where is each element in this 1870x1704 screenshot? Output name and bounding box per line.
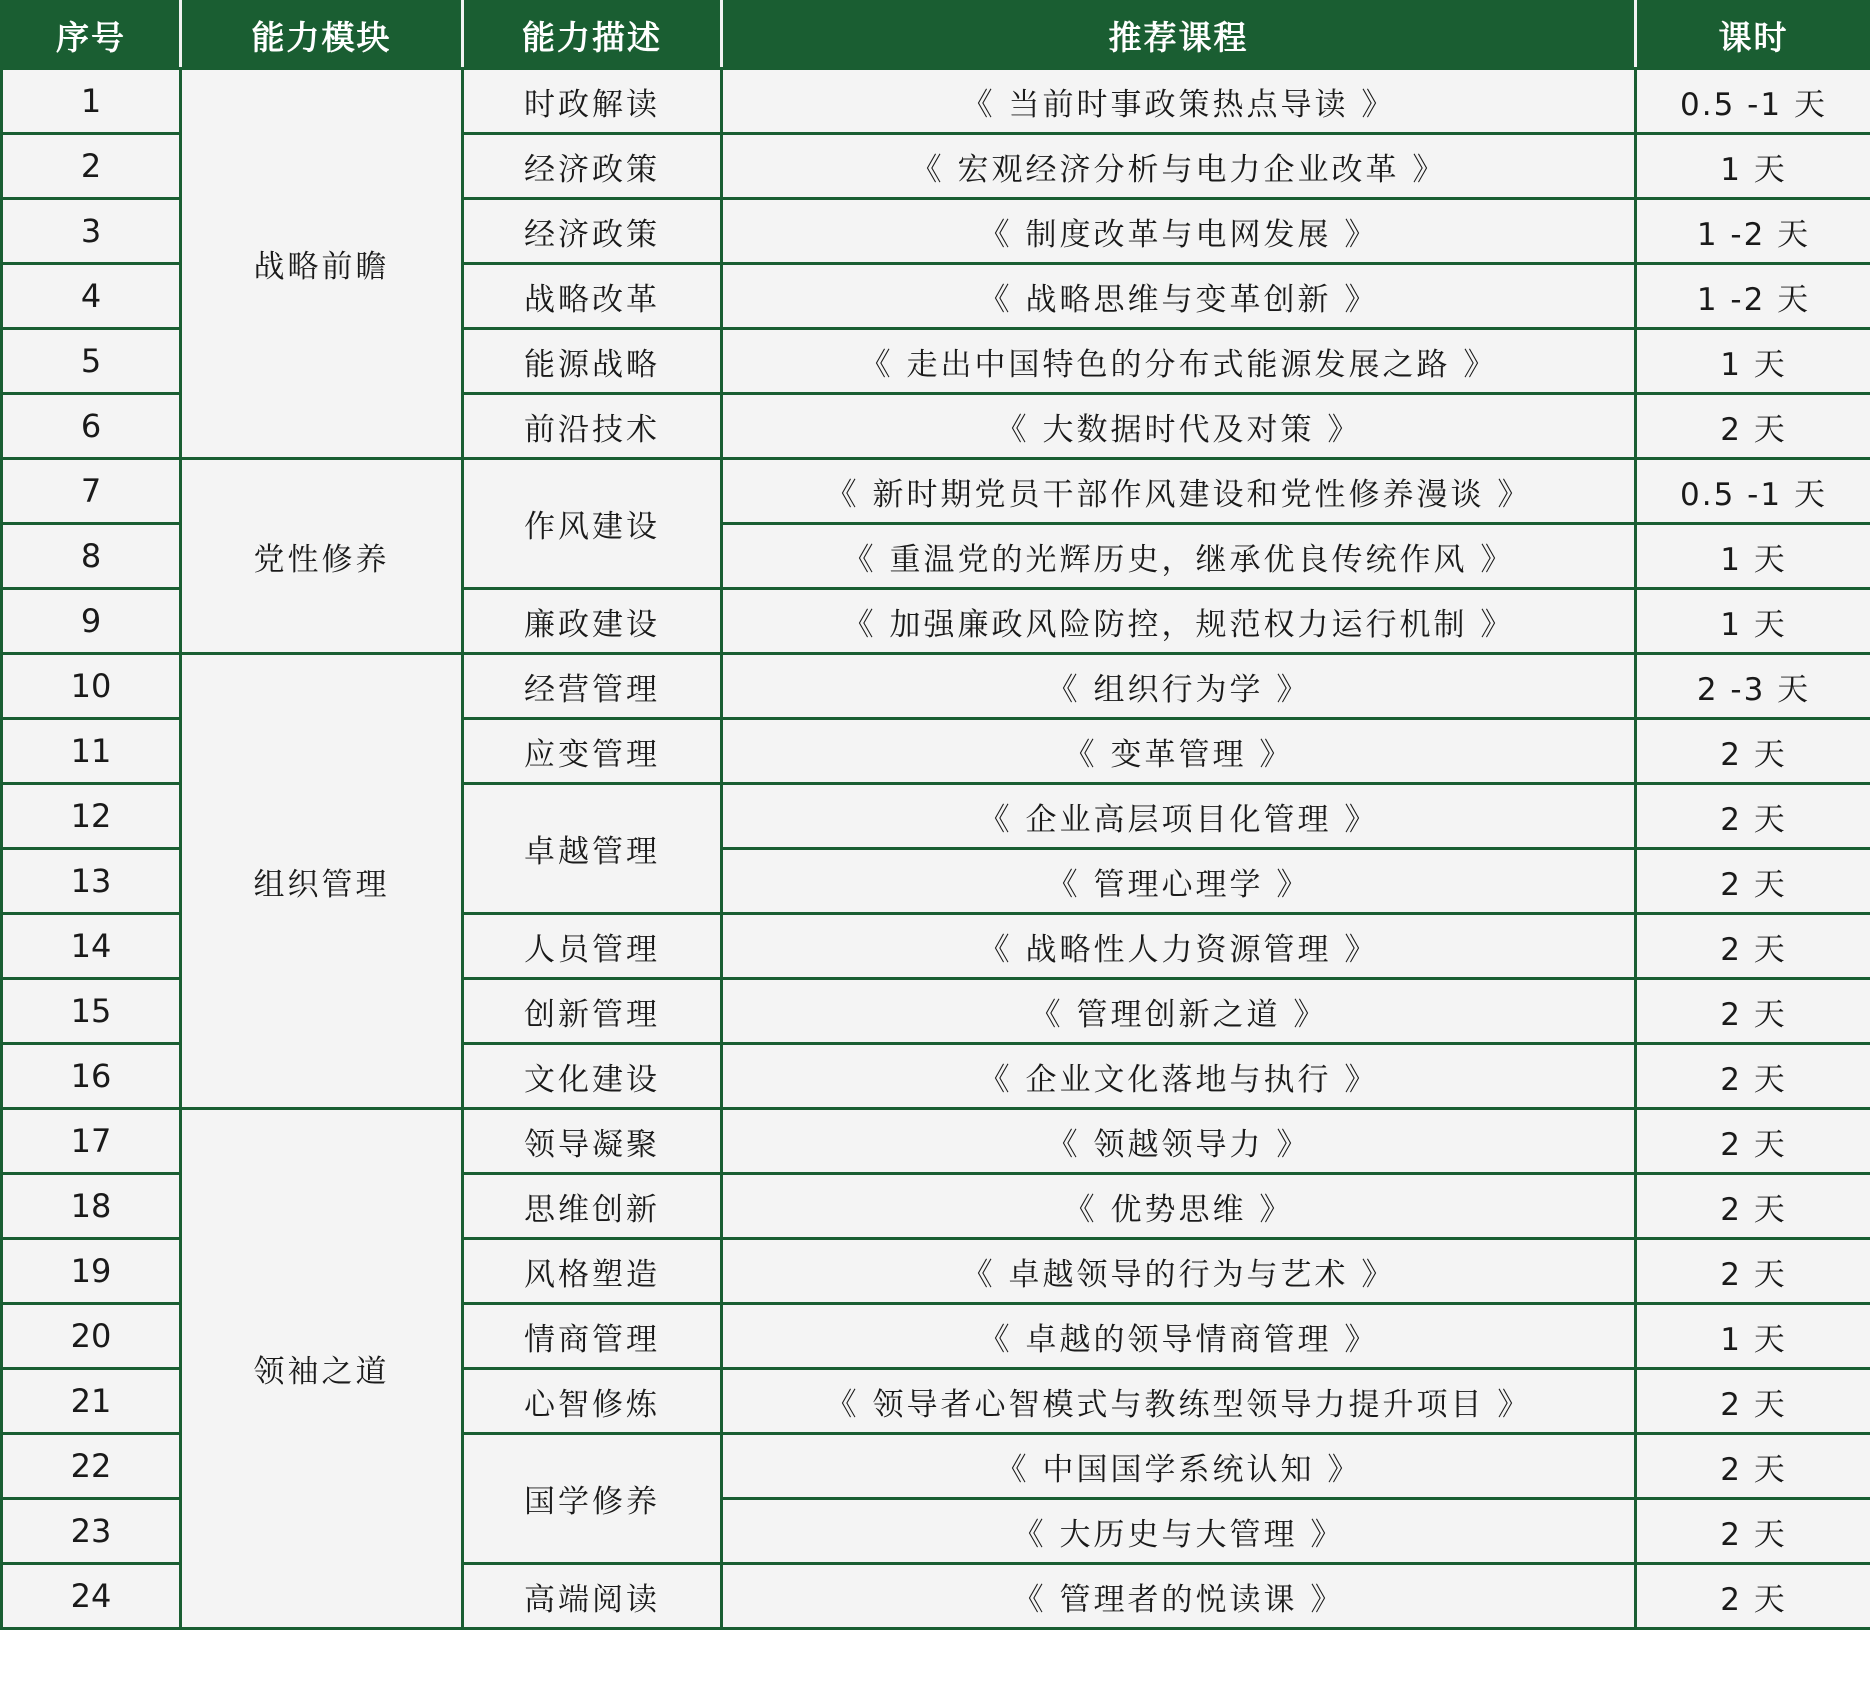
hours-cell: 2 天 — [1636, 1044, 1870, 1109]
description-cell: 能源战略 — [463, 329, 722, 394]
module-cell: 战略前瞻 — [181, 69, 463, 459]
description-cell: 领导凝聚 — [463, 1109, 722, 1174]
course-cell: 《 大历史与大管理 》 — [722, 1499, 1636, 1564]
course-cell: 《 卓越领导的行为与艺术 》 — [722, 1239, 1636, 1304]
hours-cell: 2 -3 天 — [1636, 654, 1870, 719]
description-cell: 思维创新 — [463, 1174, 722, 1239]
description-cell: 时政解读 — [463, 69, 722, 134]
course-cell: 《 企业文化落地与执行 》 — [722, 1044, 1636, 1109]
module-cell: 组织管理 — [181, 654, 463, 1109]
row-index: 6 — [2, 394, 181, 459]
table-row — [2, 459, 1870, 524]
row-index: 23 — [2, 1499, 181, 1564]
header-description: 能力描述 — [463, 2, 722, 69]
hours-cell: 1 -2 天 — [1636, 264, 1870, 329]
hours-cell: 1 天 — [1636, 134, 1870, 199]
description-cell: 人员管理 — [463, 914, 722, 979]
description-cell: 风格塑造 — [463, 1239, 722, 1304]
row-index: 13 — [2, 849, 181, 914]
row-index: 15 — [2, 979, 181, 1044]
hours-cell: 2 天 — [1636, 1564, 1870, 1629]
row-index: 3 — [2, 199, 181, 264]
course-cell: 《 大数据时代及对策 》 — [722, 394, 1636, 459]
description-cell: 高端阅读 — [463, 1564, 722, 1629]
description-cell: 情商管理 — [463, 1304, 722, 1369]
description-cell: 创新管理 — [463, 979, 722, 1044]
description-cell: 经济政策 — [463, 199, 722, 264]
header-row — [2, 2, 1870, 69]
row-index: 12 — [2, 784, 181, 849]
row-index: 19 — [2, 1239, 181, 1304]
course-cell: 《 领导者心智模式与教练型领导力提升项目 》 — [722, 1369, 1636, 1434]
row-index: 8 — [2, 524, 181, 589]
course-cell: 《 当前时事政策热点导读 》 — [722, 69, 1636, 134]
row-index: 9 — [2, 589, 181, 654]
course-cell: 《 管理者的悦读课 》 — [722, 1564, 1636, 1629]
row-index: 4 — [2, 264, 181, 329]
hours-cell: 2 天 — [1636, 979, 1870, 1044]
row-index: 22 — [2, 1434, 181, 1499]
row-index: 16 — [2, 1044, 181, 1109]
description-cell: 战略改革 — [463, 264, 722, 329]
header-module: 能力模块 — [181, 2, 463, 69]
course-cell: 《 领越领导力 》 — [722, 1109, 1636, 1174]
hours-cell: 0.5 -1 天 — [1636, 69, 1870, 134]
description-cell: 廉政建设 — [463, 589, 722, 654]
table-header — [2, 2, 1870, 69]
row-index: 17 — [2, 1109, 181, 1174]
description-cell: 作风建设 — [463, 459, 722, 589]
row-index: 11 — [2, 719, 181, 784]
module-cell: 领袖之道 — [181, 1109, 463, 1629]
description-cell: 卓越管理 — [463, 784, 722, 914]
hours-cell: 2 天 — [1636, 1174, 1870, 1239]
course-cell: 《 管理创新之道 》 — [722, 979, 1636, 1044]
row-index: 10 — [2, 654, 181, 719]
row-index: 20 — [2, 1304, 181, 1369]
header-course: 推荐课程 — [722, 2, 1636, 69]
hours-cell: 2 天 — [1636, 1499, 1870, 1564]
row-index: 7 — [2, 459, 181, 524]
description-cell: 心智修炼 — [463, 1369, 722, 1434]
table-row — [2, 1109, 1870, 1174]
row-index: 5 — [2, 329, 181, 394]
course-cell: 《 宏观经济分析与电力企业改革 》 — [722, 134, 1636, 199]
row-index: 24 — [2, 1564, 181, 1629]
course-cell: 《 战略性人力资源管理 》 — [722, 914, 1636, 979]
course-cell: 《 走出中国特色的分布式能源发展之路 》 — [722, 329, 1636, 394]
course-cell: 《 中国国学系统认知 》 — [722, 1434, 1636, 1499]
course-cell: 《 组织行为学 》 — [722, 654, 1636, 719]
hours-cell: 0.5 -1 天 — [1636, 459, 1870, 524]
course-cell: 《 新时期党员干部作风建设和党性修养漫谈 》 — [722, 459, 1636, 524]
description-cell: 国学修养 — [463, 1434, 722, 1564]
hours-cell: 1 天 — [1636, 329, 1870, 394]
hours-cell: 1 天 — [1636, 1304, 1870, 1369]
hours-cell: 2 天 — [1636, 849, 1870, 914]
course-cell: 《 战略思维与变革创新 》 — [722, 264, 1636, 329]
hours-cell: 2 天 — [1636, 784, 1870, 849]
row-index: 1 — [2, 69, 181, 134]
description-cell: 前沿技术 — [463, 394, 722, 459]
course-cell: 《 卓越的领导情商管理 》 — [722, 1304, 1636, 1369]
hours-cell: 2 天 — [1636, 1239, 1870, 1304]
course-cell: 《 企业高层项目化管理 》 — [722, 784, 1636, 849]
header-index: 序号 — [2, 2, 181, 69]
hours-cell: 2 天 — [1636, 914, 1870, 979]
hours-cell: 1 天 — [1636, 589, 1870, 654]
hours-cell: 2 天 — [1636, 719, 1870, 784]
row-index: 21 — [2, 1369, 181, 1434]
table-body — [2, 69, 1870, 1629]
table-row — [2, 654, 1870, 719]
hours-cell: 2 天 — [1636, 1369, 1870, 1434]
hours-cell: 2 天 — [1636, 1109, 1870, 1174]
description-cell: 应变管理 — [463, 719, 722, 784]
hours-cell: 2 天 — [1636, 1434, 1870, 1499]
course-cell: 《 制度改革与电网发展 》 — [722, 199, 1636, 264]
course-cell: 《 加强廉政风险防控，规范权力运行机制 》 — [722, 589, 1636, 654]
hours-cell: 1 天 — [1636, 524, 1870, 589]
course-cell: 《 变革管理 》 — [722, 719, 1636, 784]
table-row — [2, 69, 1870, 134]
course-cell: 《 重温党的光辉历史，继承优良传统作风 》 — [722, 524, 1636, 589]
hours-cell: 1 -2 天 — [1636, 199, 1870, 264]
row-index: 2 — [2, 134, 181, 199]
header-hours: 课时 — [1636, 2, 1870, 69]
course-cell: 《 优势思维 》 — [722, 1174, 1636, 1239]
row-index: 18 — [2, 1174, 181, 1239]
row-index: 14 — [2, 914, 181, 979]
module-cell: 党性修养 — [181, 459, 463, 654]
description-cell: 文化建设 — [463, 1044, 722, 1109]
course-cell: 《 管理心理学 》 — [722, 849, 1636, 914]
description-cell: 经营管理 — [463, 654, 722, 719]
hours-cell: 2 天 — [1636, 394, 1870, 459]
description-cell: 经济政策 — [463, 134, 722, 199]
